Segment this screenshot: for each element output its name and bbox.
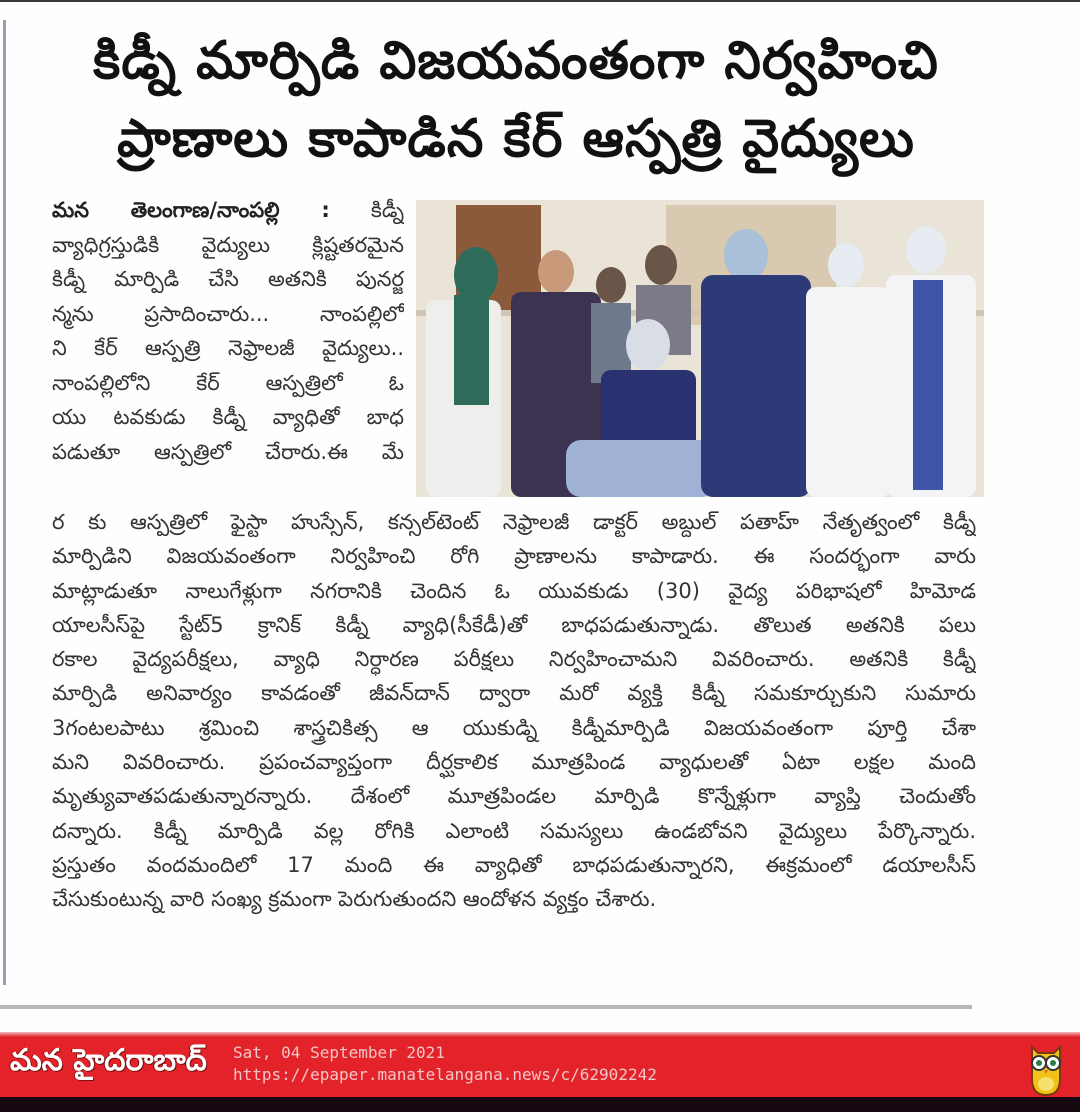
article-headline [36,22,996,178]
footer-bar [0,1037,1080,1097]
body-line: కిడ్నీ మార్పిడి చేసి అతనికి పునర్జ [52,267,404,291]
body-line: మార్పిడి అనివార్యం కావడంతో జీవన్‌దాన్ ద్వారా మరో వ్యక్తి కిడ్నీ సమకూర్చుకుని సుమారు [52,681,976,706]
group-photo-icon [416,200,984,497]
article-body-wide [52,505,976,917]
body-line: మాట్లాడుతూ నాలుగేళ్లుగా నగరానికి చెందిన ఓ యువకుడు (30) వైద్య పరిభాషలో హిమోడ [52,578,976,603]
body-line: యాలసీస్‌పై స్టేట్5 క్రానిక్ కిడ్నీ వ్యాధి(సీకేడీ)తో బాధపడుతున్నాడు. తొలుత అతనికి పలు [52,612,976,637]
body-line: యు టవకుడు కిడ్నీ వ్యాధితో బాధ [52,405,404,429]
body-line: న్మను ప్రసాదించారు... నాంపల్లిలో [52,301,404,326]
body-line: ర కు ఆస్పత్రిలో ఫైస్టా హుస్సేన్, కన్సల్‌టెంట్ నెఫ్రాలజీ డాక్టర్ అబ్దుల్ పతాహ్ నేతృత్వంలో కిడ్నీ [52,510,976,534]
article-body-narrow [52,193,404,469]
body-line: చేసుకుంటున్న వారి సంఖ్య క్రమంగా పెరుగుతుందని ఆందోళన వ్యక్తం చేశారు. [52,887,657,912]
dateline: మన తెలంగాణ/నాంపల్లి : [52,198,330,222]
body-line: ప్రస్తుతం వందమందిలో 17 మంది ఈ వ్యాధితో బాధపడుతున్నారని, ఈక్రమంలో డయాలసీస్ [52,852,976,877]
body-line: పడుతూ ఆస్పత్రిలో చేరారు.ఈ మే [52,439,404,464]
body-line: నాంపల్లిలోని కేర్ ఆస్పత్రిలో ఓ [52,370,404,395]
brand-logo: మన హైదరాబాద్ [10,1043,207,1078]
body-line: 3గంటలపాటు శ్రమించి శాస్త్రచికిత్స ఆ యుకుడ్ని కిడ్నీమార్పిడి విజయవంతంగా పూర్తి చేశా [52,715,976,740]
footer-meta [233,1042,657,1086]
body-line: వ్యాధిగ్రస్తుడికి వైద్యులు క్లిష్టతరమైన [52,232,404,257]
article-end-rule [0,1005,972,1009]
top-border [0,0,1080,2]
headline-line-2: ప్రాణాలు కాపాడిన కేర్ ఆస్పత్రి వైద్యులు [117,109,915,169]
body-line: ని కేర్ ఆస్పత్రి నెఫ్రాలజీ వైద్యులు.. [52,336,404,360]
body-line: రకాల వైద్యపరీక్షలు, వ్యాధి నిర్ధారణ పరీక్షలు నిర్వహించామని వివరించారు. అతనికి కిడ్నీ [52,647,976,672]
headline-line-1: కిడ్నీ మార్పిడి విజయవంతంగా నిర్వహించి [93,31,939,91]
body-line: మని వివరించారు. ప్రపంచవ్యాప్తంగా దీర్ఘకాలిక మూత్రపిండ వ్యాధులతో ఏటా లక్షల మంది [52,750,976,775]
body-line: మన తెలంగాణ/నాంపల్లి : కిడ్నీ [52,198,404,222]
publish-date: Sat, 04 September 2021 [233,1043,445,1062]
footer-shadow-bar [0,1097,1080,1112]
body-line: మృత్యువాతపడుతున్నారన్నారు. దేశంలో మూత్రపిండల మార్పిడి కొన్నేళ్లుగా వ్యాప్తి చెందుతోం [52,784,976,809]
column-border [3,20,6,985]
source-url[interactable]: https://epaper.manatelangana.news/c/62902242 [233,1065,657,1084]
body-line: దన్నారు. కిడ్నీ మార్పిడి వల్ల రోగికి ఎలాంటి సమస్యలు ఉండబోవని వైద్యులు పేర్కొన్నారు. [52,818,976,843]
article-photo [416,200,984,497]
body-line: మార్పిడిని విజయవంతంగా నిర్వహించి రోగి ప్రాణాలను కాపాడారు. ఈ సందర్భంగా వారు [52,544,976,569]
owl-icon [1020,1039,1072,1097]
